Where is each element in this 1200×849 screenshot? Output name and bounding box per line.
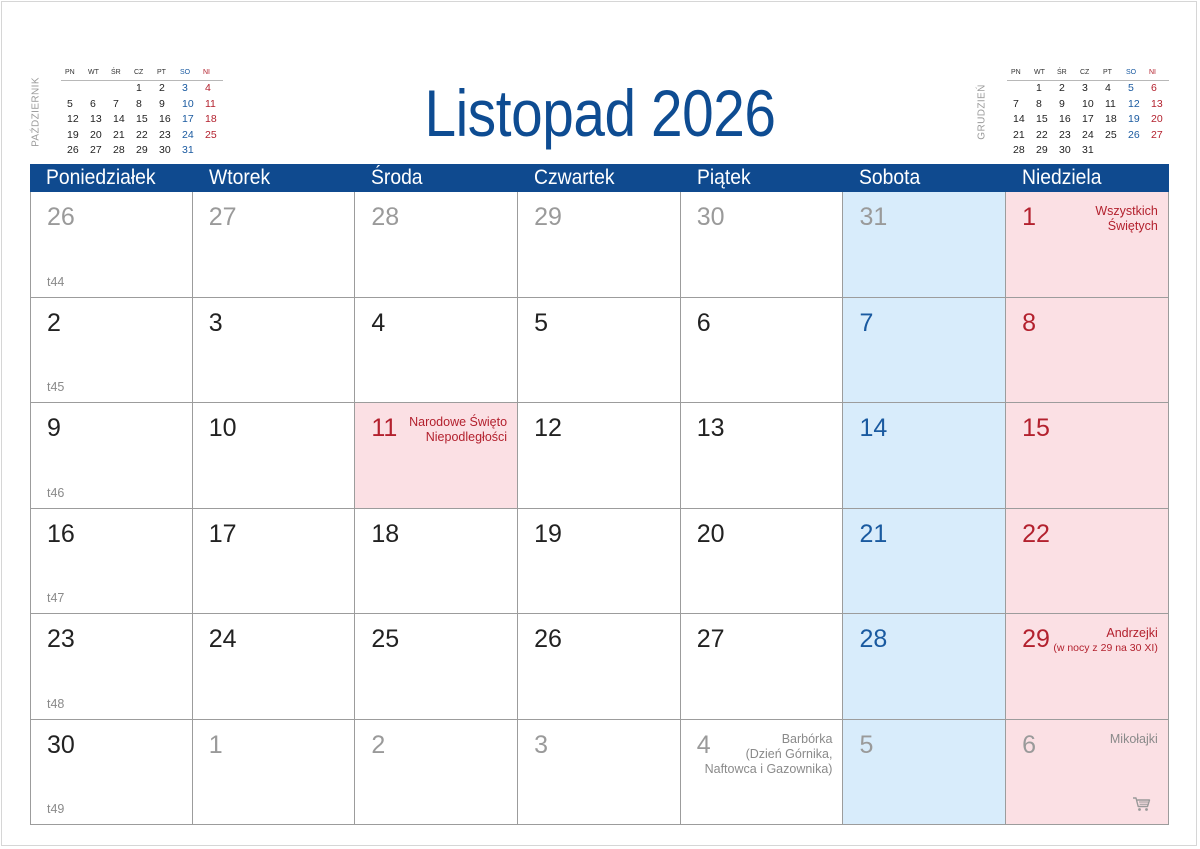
weeks-container bbox=[30, 192, 1169, 821]
day-cell[interactable] bbox=[30, 509, 193, 615]
week-number: t46 bbox=[47, 485, 65, 500]
day-note bbox=[1095, 204, 1158, 234]
mini-calendar-weekday: ŚR bbox=[111, 69, 121, 76]
mini-calendar-weekday: PT bbox=[157, 69, 166, 76]
day-cell[interactable] bbox=[193, 614, 356, 720]
day-number: 30 bbox=[696, 203, 725, 231]
day-number: 6 bbox=[1022, 730, 1037, 759]
day-cell[interactable] bbox=[193, 192, 356, 298]
day-cell[interactable] bbox=[518, 614, 681, 720]
day-number: 18 bbox=[371, 519, 400, 548]
day-cell[interactable] bbox=[1006, 403, 1169, 509]
weekday-header-cell bbox=[1006, 164, 1169, 192]
mini-calendar-row bbox=[1007, 81, 1169, 97]
mini-calendar-day: 30 bbox=[159, 144, 171, 156]
mini-calendar-day: 18 bbox=[205, 113, 217, 125]
week-number: t45 bbox=[47, 380, 65, 394]
mini-calendar-day: 17 bbox=[1082, 113, 1094, 125]
mini-calendar-day: 10 bbox=[182, 97, 194, 110]
day-cell[interactable] bbox=[1006, 298, 1169, 404]
day-cell[interactable] bbox=[30, 192, 193, 298]
day-cell[interactable] bbox=[843, 298, 1006, 404]
mini-calendar-day bbox=[1122, 143, 1145, 159]
day-note bbox=[1053, 626, 1157, 656]
day-note-text: Mikołajki bbox=[1109, 731, 1158, 746]
mini-calendar-grid bbox=[61, 66, 223, 159]
mini-calendar-day: 19 bbox=[67, 128, 79, 141]
day-cell[interactable] bbox=[518, 192, 681, 298]
mini-calendar-day: 10 bbox=[1082, 97, 1094, 110]
mini-calendar-day: 23 bbox=[159, 128, 171, 141]
weekday-header-cell bbox=[843, 164, 1006, 192]
mini-calendar-day: 5 bbox=[1128, 82, 1134, 94]
mini-calendar-day: 13 bbox=[90, 113, 102, 125]
day-number: 29 bbox=[1022, 625, 1050, 653]
day-number: 25 bbox=[371, 625, 400, 653]
day-number: 22 bbox=[1022, 519, 1050, 548]
mini-calendar-row bbox=[1007, 97, 1169, 113]
mini-calendar-day: 8 bbox=[1036, 97, 1042, 110]
mini-calendar-day: 13 bbox=[1151, 97, 1163, 110]
mini-calendar-label: PAŹDZIERNIK bbox=[30, 77, 42, 147]
month-title: Listopad 2026 bbox=[424, 76, 776, 150]
mini-calendar-day: 21 bbox=[113, 128, 125, 141]
mini-calendar-day: 24 bbox=[1082, 128, 1094, 141]
weekday-label: Wtorek bbox=[208, 166, 270, 189]
mini-calendar-day: 14 bbox=[113, 113, 125, 125]
weekday-header-cell bbox=[355, 164, 518, 192]
weekday-header-cell bbox=[193, 164, 356, 192]
day-number: 21 bbox=[859, 519, 888, 548]
day-number: 10 bbox=[208, 414, 237, 442]
mini-calendar-day: 19 bbox=[1128, 113, 1140, 125]
mini-calendar-day: 1 bbox=[136, 82, 142, 94]
week-number: t44 bbox=[47, 274, 65, 289]
day-number: 11 bbox=[371, 414, 398, 442]
day-number: 20 bbox=[696, 519, 725, 548]
day-note bbox=[705, 732, 833, 777]
mini-calendar-day bbox=[1145, 143, 1168, 159]
day-cell[interactable] bbox=[355, 509, 518, 615]
mini-calendar-day: 31 bbox=[182, 144, 194, 156]
mini-calendar-day: 12 bbox=[1128, 97, 1140, 110]
mini-calendar-day: 25 bbox=[1105, 128, 1117, 141]
day-number: 23 bbox=[47, 625, 75, 653]
mini-calendar-day: 5 bbox=[67, 97, 73, 110]
day-cell[interactable] bbox=[193, 509, 356, 615]
mini-calendar-day bbox=[1007, 81, 1030, 97]
weekday-label: Środa bbox=[371, 166, 423, 189]
week-number: t47 bbox=[47, 591, 65, 605]
mini-calendar-weekday: SO bbox=[180, 69, 191, 76]
mini-calendar-day: 27 bbox=[1151, 128, 1163, 141]
mini-calendar-row bbox=[61, 112, 223, 128]
day-number: 15 bbox=[1022, 414, 1050, 442]
mini-calendar-weekday: WT bbox=[88, 69, 99, 76]
mini-calendar-day: 6 bbox=[90, 97, 96, 110]
day-note-text: Barbórka (Dzień Górnika, Naftowca i Gazownika) bbox=[704, 731, 833, 776]
mini-calendar-day: 7 bbox=[113, 97, 119, 110]
day-number: 28 bbox=[859, 625, 888, 653]
day-number: 5 bbox=[859, 730, 874, 759]
day-cell[interactable] bbox=[681, 720, 844, 826]
mini-calendar-day: 21 bbox=[1013, 128, 1025, 141]
week-row bbox=[30, 403, 1169, 509]
day-number: 29 bbox=[534, 203, 562, 231]
mini-calendar-grid bbox=[1007, 66, 1169, 159]
mini-calendar-day: 8 bbox=[136, 97, 142, 110]
day-number: 4 bbox=[371, 308, 386, 337]
mini-calendar-day: 7 bbox=[1013, 97, 1019, 110]
mini-calendar-day: 17 bbox=[182, 113, 194, 125]
weekday-label: Sobota bbox=[859, 166, 921, 189]
mini-calendar-day: 20 bbox=[1151, 113, 1163, 125]
mini-calendar-weekday: PT bbox=[1103, 69, 1112, 76]
day-cell[interactable] bbox=[1006, 720, 1169, 826]
day-number: 3 bbox=[208, 308, 223, 337]
mini-calendar-day: 3 bbox=[182, 82, 188, 94]
mini-calendar-day: 25 bbox=[205, 128, 217, 141]
week-number: t48 bbox=[47, 696, 65, 711]
mini-calendar-day: 3 bbox=[1082, 82, 1088, 94]
day-number: 5 bbox=[534, 308, 548, 337]
weekday-label: Niedziela bbox=[1022, 166, 1102, 189]
shopping-cart-icon bbox=[1132, 796, 1152, 812]
mini-calendar-day: 1 bbox=[1036, 82, 1042, 94]
day-cell[interactable] bbox=[681, 614, 844, 720]
day-cell[interactable] bbox=[681, 509, 844, 615]
day-number: 16 bbox=[47, 519, 75, 548]
week-row bbox=[30, 298, 1169, 404]
day-note-subtext: (w nocy z 29 na 30 XI) bbox=[1053, 642, 1158, 654]
day-cell[interactable] bbox=[30, 403, 193, 509]
day-cell[interactable] bbox=[355, 403, 518, 509]
mini-calendar-day: 24 bbox=[182, 128, 194, 141]
day-cell[interactable] bbox=[681, 298, 844, 404]
day-number: 7 bbox=[859, 308, 874, 337]
mini-calendar-day: 16 bbox=[1059, 113, 1071, 125]
day-number: 1 bbox=[1022, 203, 1037, 231]
weekday-label: Czwartek bbox=[534, 166, 615, 189]
weekday-header-cell bbox=[518, 164, 681, 192]
mini-calendar-day: 29 bbox=[136, 144, 148, 156]
day-number: 26 bbox=[534, 625, 562, 653]
day-cell[interactable] bbox=[843, 720, 1006, 826]
mini-calendar-day: 26 bbox=[67, 144, 79, 156]
mini-calendar-day: 16 bbox=[159, 113, 171, 125]
day-number: 27 bbox=[208, 203, 237, 231]
day-number: 17 bbox=[208, 519, 237, 548]
day-cell[interactable] bbox=[1006, 192, 1169, 298]
mini-calendar-row bbox=[61, 97, 223, 113]
day-cell[interactable] bbox=[681, 192, 844, 298]
mini-calendar-weekday: ŚR bbox=[1057, 69, 1067, 76]
day-note bbox=[409, 415, 507, 445]
day-cell[interactable] bbox=[355, 614, 518, 720]
mini-calendar-row bbox=[61, 81, 223, 97]
day-cell[interactable] bbox=[355, 720, 518, 826]
day-cell[interactable] bbox=[1006, 509, 1169, 615]
day-number: 31 bbox=[859, 203, 888, 231]
day-number: 4 bbox=[696, 730, 711, 759]
day-number: 28 bbox=[371, 203, 400, 231]
day-note-text: Narodowe Święto Niepodległości bbox=[409, 415, 508, 444]
mini-calendar-weekday: CZ bbox=[134, 69, 144, 76]
mini-calendar-day bbox=[61, 81, 84, 97]
weekday-label: Piątek bbox=[696, 166, 751, 189]
day-number: 2 bbox=[371, 730, 386, 759]
day-cell[interactable] bbox=[193, 403, 356, 509]
mini-calendar-day: 6 bbox=[1151, 82, 1157, 94]
mini-calendar-day: 28 bbox=[1013, 144, 1025, 156]
weekday-header-cell bbox=[681, 164, 844, 192]
mini-calendar-day: 11 bbox=[1105, 97, 1116, 110]
mini-calendar-row bbox=[1007, 112, 1169, 128]
mini-calendar-day: 18 bbox=[1105, 113, 1117, 125]
mini-calendar-weekday: NI bbox=[1149, 69, 1156, 76]
weekday-label: Poniedziałek bbox=[46, 166, 156, 189]
mini-calendar-day: 27 bbox=[90, 144, 102, 156]
mini-calendar-day: 15 bbox=[1036, 113, 1048, 125]
mini-calendar-day: 9 bbox=[1059, 97, 1065, 110]
mini-calendar-day: 9 bbox=[159, 97, 165, 110]
day-note bbox=[1110, 732, 1158, 747]
mini-calendar-day bbox=[199, 143, 222, 159]
mini-calendar-day: 31 bbox=[1082, 144, 1094, 156]
day-number: 14 bbox=[859, 414, 888, 442]
day-number: 9 bbox=[47, 414, 61, 442]
mini-calendar-day: 30 bbox=[1059, 144, 1071, 156]
day-number: 26 bbox=[47, 203, 75, 231]
mini-calendar-day bbox=[107, 81, 130, 97]
day-number: 12 bbox=[534, 414, 562, 442]
day-cell[interactable] bbox=[30, 298, 193, 404]
week-row bbox=[30, 614, 1169, 720]
mini-calendar-day: 2 bbox=[1059, 82, 1065, 94]
mini-calendar-row bbox=[61, 128, 223, 144]
mini-calendar-row bbox=[1007, 128, 1169, 144]
mini-calendar-day: 4 bbox=[205, 82, 211, 94]
day-number: 1 bbox=[208, 730, 223, 759]
mini-calendar-day: 28 bbox=[113, 144, 125, 156]
day-cell[interactable] bbox=[843, 509, 1006, 615]
day-cell[interactable] bbox=[681, 403, 844, 509]
day-cell[interactable] bbox=[518, 298, 681, 404]
mini-calendar-day: 11 bbox=[205, 97, 216, 110]
day-note-text: Andrzejki bbox=[1106, 626, 1158, 640]
day-number: 3 bbox=[534, 730, 548, 759]
mini-calendar-row bbox=[1007, 143, 1169, 159]
mini-calendar-day: 22 bbox=[1036, 128, 1048, 141]
mini-calendar-day: 15 bbox=[136, 113, 148, 125]
mini-calendar-day: 29 bbox=[1036, 144, 1048, 156]
day-cell[interactable] bbox=[193, 298, 356, 404]
mini-calendar-day: 23 bbox=[1059, 128, 1071, 141]
day-number: 24 bbox=[208, 625, 237, 653]
day-cell[interactable] bbox=[30, 720, 193, 826]
mini-calendar-header bbox=[1007, 66, 1169, 81]
mini-calendar-weekday: NI bbox=[203, 69, 210, 76]
weekday-header bbox=[30, 164, 1169, 192]
day-number: 27 bbox=[696, 625, 725, 653]
mini-calendar-day: 2 bbox=[159, 82, 165, 94]
mini-calendar-day: 22 bbox=[136, 128, 148, 141]
day-number: 19 bbox=[534, 519, 562, 548]
day-cell[interactable] bbox=[518, 509, 681, 615]
day-cell[interactable] bbox=[355, 298, 518, 404]
day-cell[interactable] bbox=[843, 403, 1006, 509]
day-number: 2 bbox=[47, 308, 61, 337]
mini-calendar-weekday: WT bbox=[1034, 69, 1045, 76]
day-number: 8 bbox=[1022, 308, 1037, 337]
day-number: 6 bbox=[696, 308, 711, 337]
day-cell[interactable] bbox=[518, 403, 681, 509]
mini-calendar-day: 4 bbox=[1105, 82, 1111, 94]
mini-calendar-weekday: SO bbox=[1126, 69, 1137, 76]
mini-calendar-day: 20 bbox=[90, 128, 102, 141]
mini-calendar-row bbox=[61, 143, 223, 159]
day-number: 30 bbox=[47, 730, 75, 759]
mini-calendar-weekday: CZ bbox=[1080, 69, 1090, 76]
weekday-header-cell bbox=[30, 164, 193, 192]
week-row bbox=[30, 720, 1169, 826]
day-cell[interactable] bbox=[30, 614, 193, 720]
day-cell[interactable] bbox=[193, 720, 356, 826]
month-grid bbox=[30, 164, 1169, 821]
week-row bbox=[30, 192, 1169, 298]
day-number: 13 bbox=[696, 414, 725, 442]
week-number: t49 bbox=[47, 802, 65, 816]
day-note-text: Wszystkich Świętych bbox=[1095, 204, 1158, 233]
mini-calendar-weekday: PN bbox=[1011, 69, 1021, 76]
mini-calendar-day: 26 bbox=[1128, 128, 1140, 141]
mini-calendar-day: 14 bbox=[1013, 113, 1025, 125]
mini-calendar-day bbox=[1099, 143, 1122, 159]
mini-calendar-day: 12 bbox=[67, 113, 79, 125]
mini-calendar-label: GRUDZIEŃ bbox=[976, 84, 988, 140]
mini-calendar-day bbox=[84, 81, 107, 97]
day-cell[interactable] bbox=[355, 192, 518, 298]
mini-calendar-weekday: PN bbox=[65, 69, 75, 76]
day-cell[interactable] bbox=[843, 192, 1006, 298]
week-row bbox=[30, 509, 1169, 615]
mini-calendar-header bbox=[61, 66, 223, 81]
day-cell[interactable] bbox=[1006, 614, 1169, 720]
day-cell[interactable] bbox=[843, 614, 1006, 720]
day-cell[interactable] bbox=[518, 720, 681, 826]
